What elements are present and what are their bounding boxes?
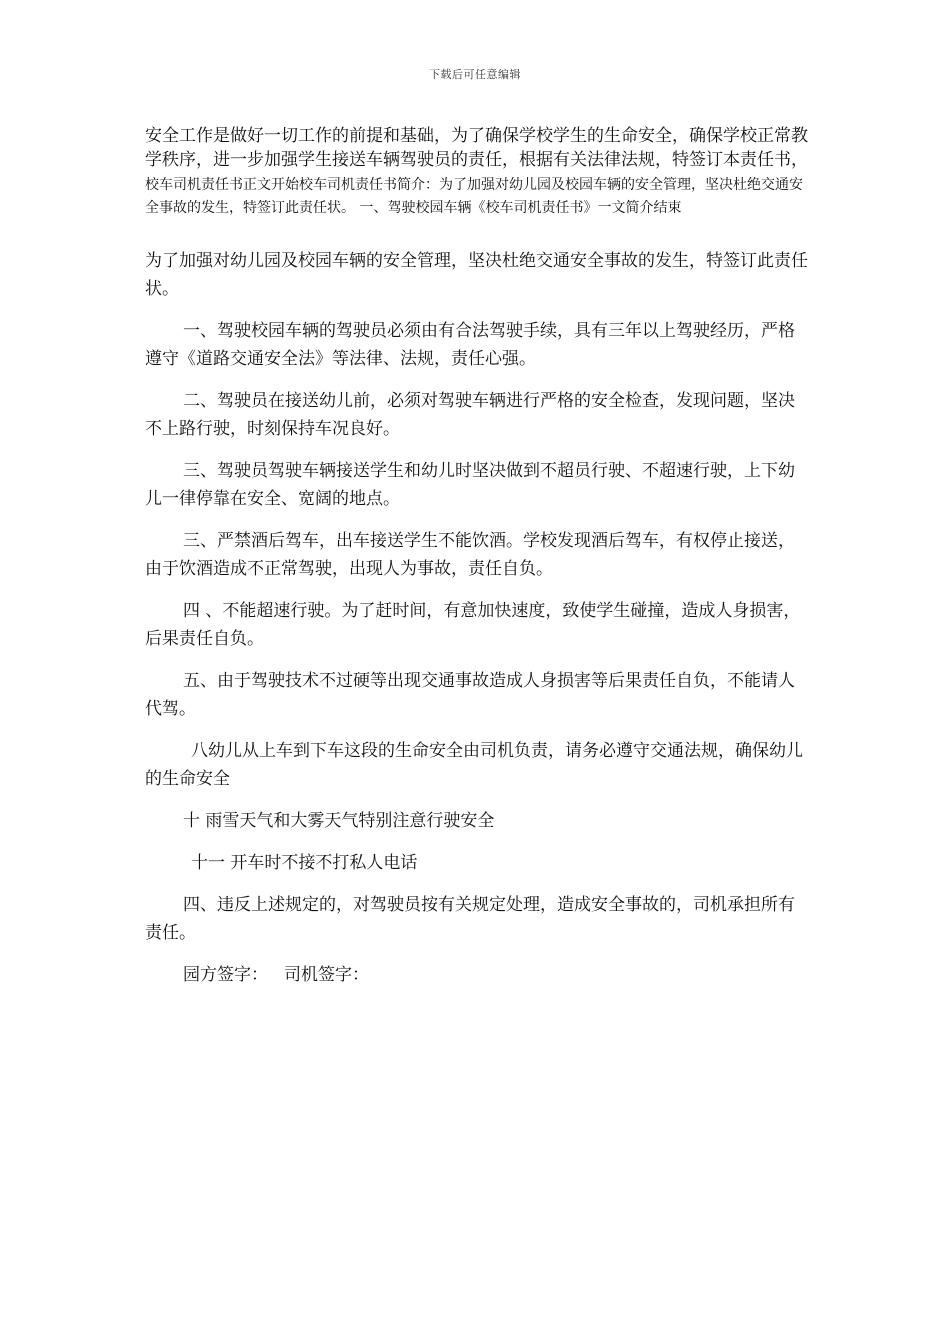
clause-4: 三、严禁酒后驾车，出车接送学生不能饮酒。学校发现酒后驾车，有权停止接送，由于饮酒造成不正常驾驶，出现人为事故，责任自负。 xyxy=(145,531,795,579)
page-header-note: 下载后可任意编辑 xyxy=(429,68,521,81)
clause-6: 五、由于驾驶技术不过硬等出现交通事故造成人身损害等后果责任自负，不能请人代驾。 xyxy=(145,671,795,719)
clause-8: 十 雨雪天气和大雾天气特别注意行驶安全 xyxy=(183,811,495,831)
signature-line xyxy=(145,961,810,989)
school-signature-label: 园方签字： xyxy=(183,965,268,985)
summary-paragraph: 校车司机责任书正文开始校车司机责任书简介：为了加强对幼儿园及校园车辆的安全管理，坚决杜绝交通安全事故的发生，特签订此责任状。 一、驾驶校园车辆《校车司机责任书》一文简介结束 xyxy=(145,177,803,216)
clause-2: 二、驾驶员在接送幼儿前，必须对驾驶车辆进行严格的安全检查，发现问题，坚决不上路行驶，时刻保持车况良好。 xyxy=(145,391,795,439)
clause-3: 三、驾驶员驾驶车辆接送学生和幼儿时坚决做到不超员行驶、不超速行驶，上下幼儿一律停靠在安全、宽阔的地点。 xyxy=(145,461,795,509)
clause-9: 十一 开车时不接不打私人电话 xyxy=(191,853,418,873)
document-body xyxy=(145,124,810,989)
clause-10: 四、违反上述规定的，对驾驶员按有关规定处理，造成安全事故的，司机承担所有责任。 xyxy=(145,895,795,943)
clause-5: 四 、不能超速行驶。为了赶时间，有意加快速度，致使学生碰撞，造成人身损害，后果责任自负。 xyxy=(145,601,801,649)
opening-paragraph: 为了加强对幼儿园及校园车辆的安全管理，坚决杜绝交通安全事故的发生，特签订此责任状。 xyxy=(145,251,808,299)
clause-1: 一、驾驶校园车辆的驾驶员必须由有合法驾驶手续，具有三年以上驾驶经历，严格遵守《道路交通安全法》等法律、法规，责任心强。 xyxy=(145,321,795,369)
intro-paragraph: 安全工作是做好一切工作的前提和基础，为了确保学校学生的生命安全，确保学校正常教学秩序，进一步加强学生接送车辆驾驶员的责任，根据有关法律法规，特签订本责任书， xyxy=(145,126,808,170)
clause-7: 八幼儿从上车到下车这段的生命安全由司机负责，请务必遵守交通法规，确保幼儿的生命安全 xyxy=(145,741,803,789)
driver-signature-label: 司机签字： xyxy=(284,965,369,985)
